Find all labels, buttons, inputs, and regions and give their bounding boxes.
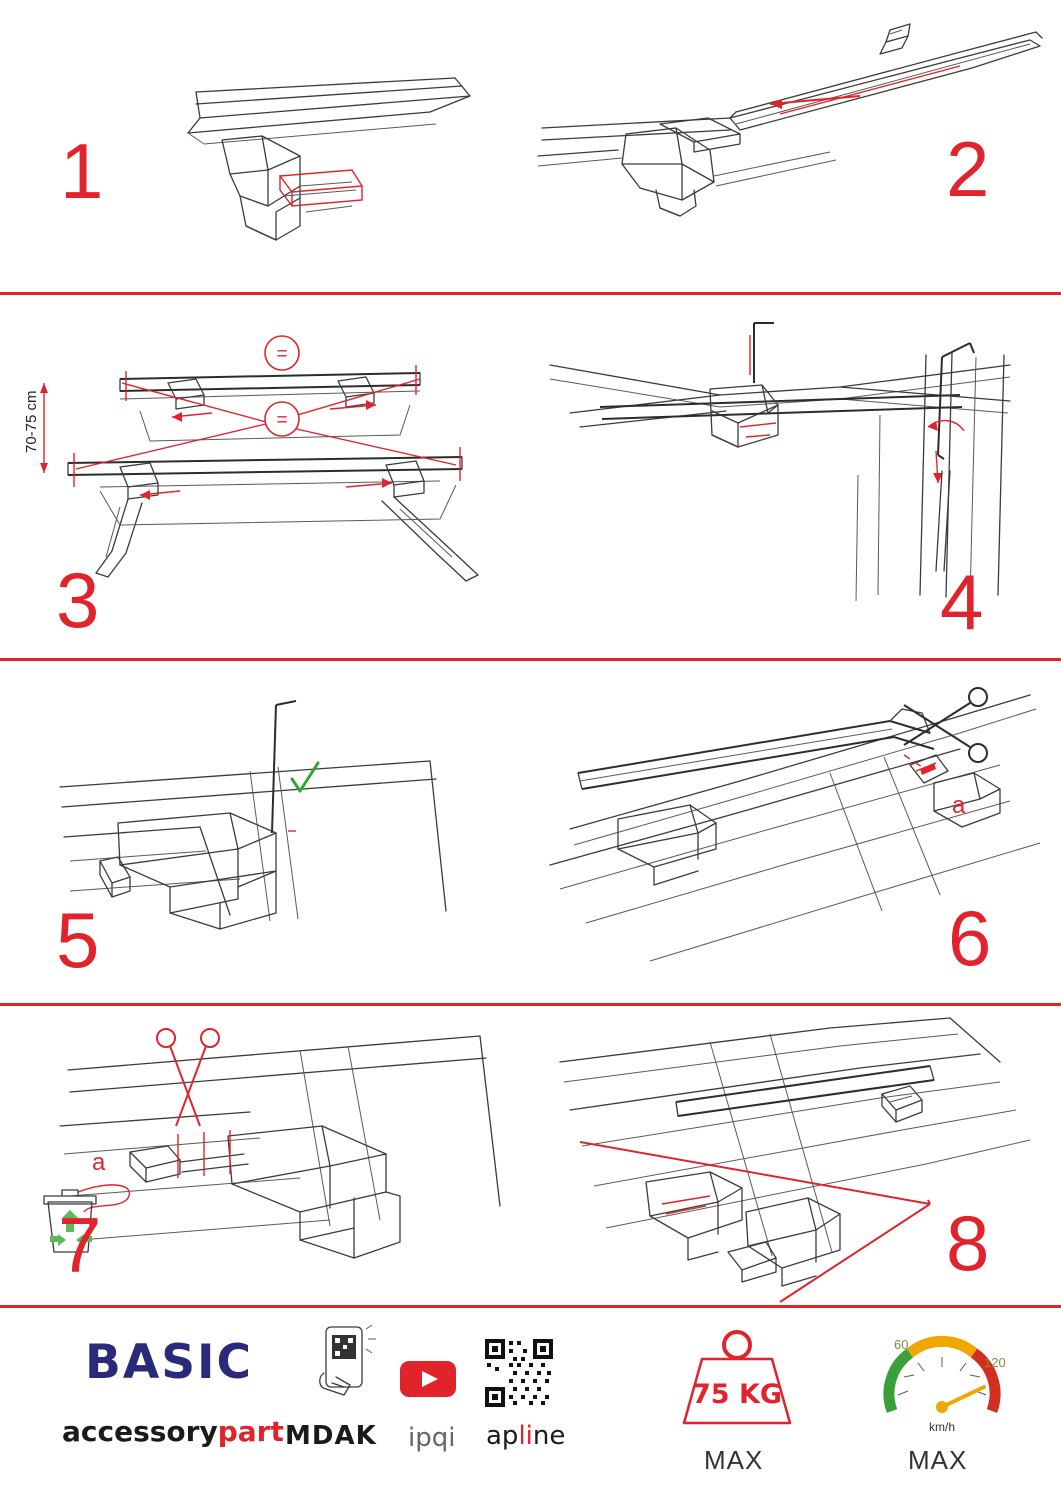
phone-scan-icon [310,1323,380,1413]
gauge-tick-60: 60 [894,1337,909,1352]
speedometer-icon [872,1315,1012,1437]
step-7-panel [0,1006,530,1305]
step-5-panel [0,661,530,1003]
speed-max-label: MAX [908,1445,968,1475]
step-3-panel [0,295,540,658]
li-text: li [518,1421,533,1451]
step-7-number: 7 [58,1201,100,1289]
step-4-illustration [540,295,1061,658]
speed-unit-label: km/h [928,1420,956,1434]
step-1-number: 1 [60,127,102,215]
ne-text: ne [532,1421,566,1451]
step-2-panel [530,0,1061,292]
footer-brand-bar [0,1305,1061,1500]
apline-logo [486,1421,565,1451]
step-3-dimension-label: 70-75 cm [23,390,40,453]
step-5-number: 5 [56,896,98,984]
part-text: part [217,1415,284,1448]
load-max-label: MAX [704,1445,764,1475]
scissors-icon [157,1029,219,1126]
step-8-panel [530,1006,1061,1305]
step-2-number: 2 [946,125,988,213]
step-6-part-label: a [952,792,966,819]
step-4-number: 4 [940,558,982,646]
equal-mark-bottom: = [276,410,288,431]
ipqi-logo: ipqi [408,1423,456,1453]
ap-text: ap [486,1421,519,1451]
step-4-panel [540,295,1061,658]
weight-value: 75 KG [691,1379,783,1410]
step-6-number: 6 [948,894,990,982]
accessory-text: accessory [62,1415,218,1448]
step-8-number: 8 [946,1199,988,1287]
mdak-logo: MDAK [285,1421,377,1451]
basic-logo: BASIC [85,1335,254,1390]
accessorypart-logo [62,1415,284,1448]
youtube-icon[interactable] [398,1357,458,1401]
qr-code-icon[interactable] [483,1337,555,1409]
weight-icon [672,1315,802,1435]
step-1-panel [0,0,530,292]
step-3-number: 3 [56,556,98,644]
gauge-tick-120: 120 [984,1355,1006,1370]
scissors-icon [904,688,987,762]
step-7-part-label: a [92,1149,106,1176]
step-6-panel [530,661,1061,1003]
equal-mark-top: = [276,344,288,365]
